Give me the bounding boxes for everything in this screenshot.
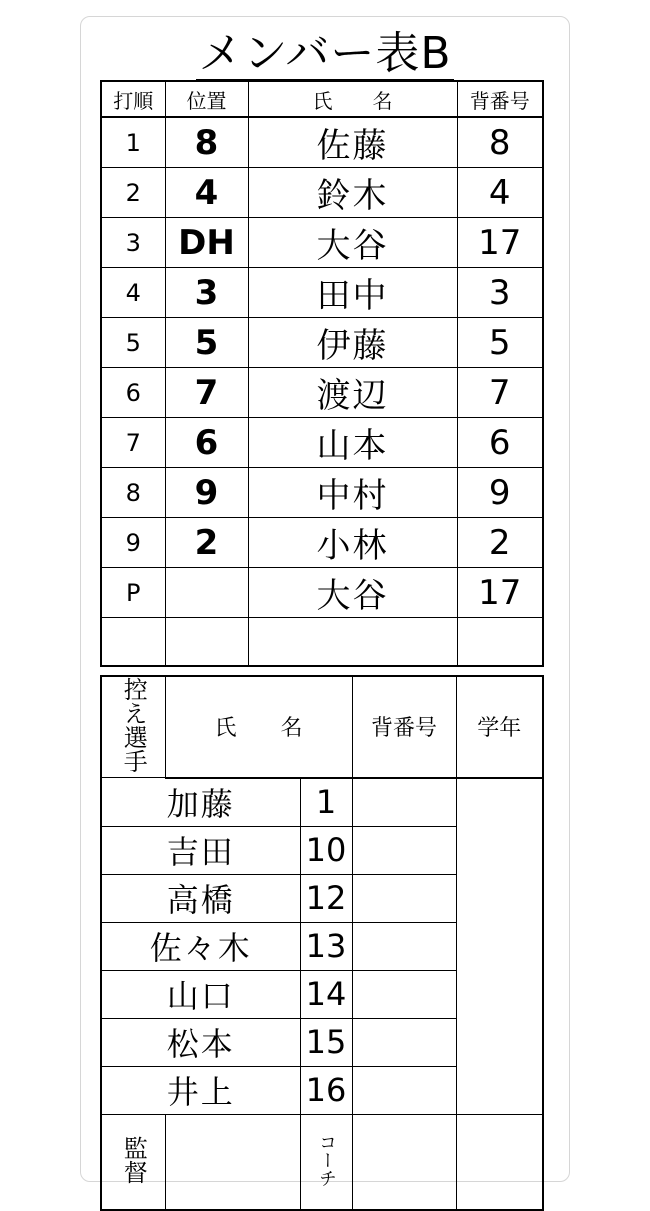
position-cell: 4 — [165, 168, 248, 218]
bench-side-label: 控え選手 — [119, 677, 148, 773]
batting-order-cell: 4 — [101, 268, 165, 318]
coach-name-cell — [352, 1114, 456, 1210]
bench-player-name-cell: 山口 — [101, 970, 300, 1018]
bench-uniform-number-cell: 14 — [300, 970, 352, 1018]
bench-uniform-number-cell: 15 — [300, 1018, 352, 1066]
lineup-row — [101, 418, 543, 468]
lineup-row — [101, 117, 543, 168]
header-number: 背番号 — [457, 81, 543, 117]
bench-player-name-cell: 松本 — [101, 1018, 300, 1066]
position-cell: 3 — [165, 268, 248, 318]
page-title: メンバー表B — [196, 28, 453, 82]
bench-uniform-number-cell: 10 — [300, 826, 352, 874]
batting-order-cell: P — [101, 568, 165, 618]
bench-player-name-cell: 佐々木 — [101, 922, 300, 970]
uniform-number-cell: 6 — [457, 418, 543, 468]
bench-header-row — [101, 676, 543, 778]
manager-label: 監督 — [119, 1135, 148, 1184]
bench-uniform-number-cell: 13 — [300, 922, 352, 970]
player-name-cell: 大谷 — [248, 218, 457, 268]
uniform-number-cell: 3 — [457, 268, 543, 318]
bench-side-label-cell — [101, 676, 165, 778]
uniform-number-cell: 2 — [457, 518, 543, 568]
uniform-number-cell: 9 — [457, 468, 543, 518]
lineup-header-row — [101, 81, 543, 117]
bench-uniform-number-cell: 16 — [300, 1066, 352, 1114]
player-name-cell: 佐藤 — [248, 117, 457, 168]
bench-player-name-cell: 吉田 — [101, 826, 300, 874]
bench-grade-cell — [352, 1066, 456, 1114]
coach-label-cell — [300, 1114, 352, 1210]
uniform-number-cell: 7 — [457, 368, 543, 418]
lineup-row — [101, 218, 543, 268]
bench-grade-cell — [352, 874, 456, 922]
batting-order-cell: 6 — [101, 368, 165, 418]
player-name-cell: 大谷 — [248, 568, 457, 618]
batting-order-cell: 2 — [101, 168, 165, 218]
player-name-cell: 田中 — [248, 268, 457, 318]
batting-order-cell: 8 — [101, 468, 165, 518]
uniform-number-cell: 5 — [457, 318, 543, 368]
bench-grade-cell — [352, 778, 456, 827]
bench-row — [101, 970, 543, 1018]
position-cell: 7 — [165, 368, 248, 418]
page-title-wrap — [0, 28, 650, 80]
batting-order-cell: 3 — [101, 218, 165, 268]
lineup-row — [101, 468, 543, 518]
player-name-cell: 中村 — [248, 468, 457, 518]
bench-uniform-number-cell: 1 — [300, 778, 352, 827]
bench-grade-cell — [352, 826, 456, 874]
batting-order-cell: 7 — [101, 418, 165, 468]
lineup-row — [101, 318, 543, 368]
batting-order-cell — [101, 618, 165, 667]
uniform-number-cell — [457, 618, 543, 667]
staff-blank-cell — [456, 1114, 543, 1210]
header-position: 位置 — [165, 81, 248, 117]
uniform-number-cell: 17 — [457, 568, 543, 618]
lineup-table — [100, 80, 544, 667]
bench-player-name-cell: 高橋 — [101, 874, 300, 922]
header-name: 氏 名 — [248, 81, 457, 117]
lineup-row — [101, 618, 543, 667]
bench-row — [101, 826, 543, 874]
player-name-cell: 渡辺 — [248, 368, 457, 418]
manager-name-cell — [165, 1114, 300, 1210]
bench-header-grade: 学年 — [456, 676, 543, 778]
bench-header-number: 背番号 — [352, 676, 456, 778]
position-cell: 8 — [165, 117, 248, 168]
position-cell — [165, 568, 248, 618]
lineup-row — [101, 518, 543, 568]
batting-order-cell: 5 — [101, 318, 165, 368]
position-cell: 2 — [165, 518, 248, 568]
bench-header-name: 氏 名 — [165, 676, 352, 778]
position-cell: DH — [165, 218, 248, 268]
bench-row — [101, 1066, 543, 1114]
position-cell: 5 — [165, 318, 248, 368]
position-cell: 9 — [165, 468, 248, 518]
bench-row — [101, 874, 543, 922]
bench-player-name-cell: 井上 — [101, 1066, 300, 1114]
manager-label-cell — [101, 1114, 165, 1210]
bench-player-name-cell: 加藤 — [101, 778, 300, 827]
bench-grade-cell — [352, 922, 456, 970]
uniform-number-cell: 8 — [457, 117, 543, 168]
lineup-row — [101, 168, 543, 218]
bench-uniform-number-cell: 12 — [300, 874, 352, 922]
bench-grade-cell — [352, 970, 456, 1018]
position-cell: 6 — [165, 418, 248, 468]
uniform-number-cell: 17 — [457, 218, 543, 268]
lineup-row — [101, 268, 543, 318]
lineup-row — [101, 568, 543, 618]
player-name-cell: 山本 — [248, 418, 457, 468]
position-cell — [165, 618, 248, 667]
batting-order-cell: 9 — [101, 518, 165, 568]
lineup-row — [101, 368, 543, 418]
staff-row — [101, 1114, 543, 1210]
bench-row — [101, 778, 543, 827]
coach-label: コーチ — [316, 1132, 337, 1187]
bench-grade-cell — [352, 1018, 456, 1066]
player-name-cell — [248, 618, 457, 667]
player-name-cell: 鈴木 — [248, 168, 457, 218]
bench-table — [100, 675, 544, 1211]
uniform-number-cell: 4 — [457, 168, 543, 218]
batting-order-cell: 1 — [101, 117, 165, 168]
header-batting-order: 打順 — [101, 81, 165, 117]
player-name-cell: 伊藤 — [248, 318, 457, 368]
bench-row — [101, 1018, 543, 1066]
bench-row — [101, 922, 543, 970]
player-name-cell: 小林 — [248, 518, 457, 568]
